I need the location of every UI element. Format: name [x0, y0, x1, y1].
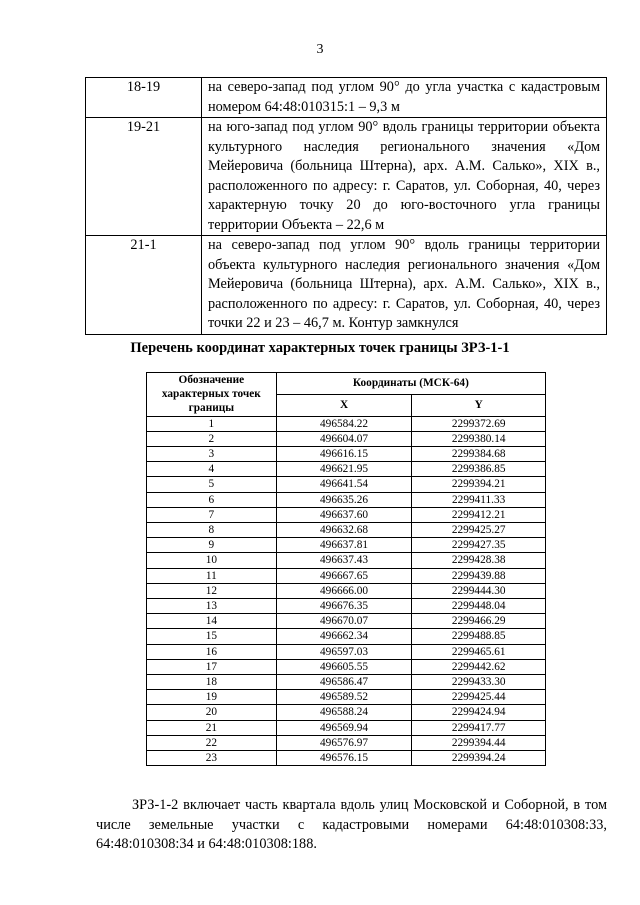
coord-x: 496616.15 — [276, 447, 412, 462]
coord-y: 2299444.30 — [412, 583, 546, 598]
closing-paragraph: ЗРЗ-1-2 включает часть квартала вдоль улиц Московской и Соборной, в том числе земельные участки с кадастровыми номерами 64:48:010308:33, 64:48:010308:34 и 64:48:010308:188. — [96, 797, 607, 852]
segment-description: на северо-запад под углом 90° до угла участка с кадастровым номером 64:48:010315:1 – 9,3 м — [202, 78, 607, 118]
coord-y: 2299380.14 — [412, 431, 546, 446]
segment-row — [86, 78, 607, 118]
coord-y: 2299412.21 — [412, 507, 546, 522]
coord-row — [147, 705, 546, 720]
point-number: 23 — [147, 751, 277, 766]
coord-row — [147, 675, 546, 690]
coord-x: 496641.54 — [276, 477, 412, 492]
segment-id: 21-1 — [86, 236, 202, 335]
coord-x: 496576.97 — [276, 735, 412, 750]
point-number: 18 — [147, 675, 277, 690]
coord-y: 2299442.62 — [412, 659, 546, 674]
coord-row — [147, 462, 546, 477]
point-number: 3 — [147, 447, 277, 462]
coord-y: 2299427.35 — [412, 538, 546, 553]
coord-row — [147, 507, 546, 522]
point-number: 13 — [147, 599, 277, 614]
point-number: 9 — [147, 538, 277, 553]
point-number: 6 — [147, 492, 277, 507]
coord-row — [147, 735, 546, 750]
point-number: 21 — [147, 720, 277, 735]
coord-y: 2299428.38 — [412, 553, 546, 568]
point-number: 19 — [147, 690, 277, 705]
coord-row — [147, 751, 546, 766]
coord-row — [147, 720, 546, 735]
coord-x: 496597.03 — [276, 644, 412, 659]
coord-y: 2299439.88 — [412, 568, 546, 583]
coord-x: 496666.00 — [276, 583, 412, 598]
coord-x: 496584.22 — [276, 416, 412, 431]
coord-x: 496662.34 — [276, 629, 412, 644]
coord-y: 2299465.61 — [412, 644, 546, 659]
coord-x: 496670.07 — [276, 614, 412, 629]
coord-row — [147, 599, 546, 614]
coords-table-title: Перечень координат характерных точек границы ЗРЗ-1-1 — [130, 340, 510, 356]
coord-y: 2299448.04 — [412, 599, 546, 614]
coord-row — [147, 477, 546, 492]
coord-x: 496605.55 — [276, 659, 412, 674]
point-number: 15 — [147, 629, 277, 644]
coord-x: 496621.95 — [276, 462, 412, 477]
coord-row — [147, 644, 546, 659]
coord-x: 496637.81 — [276, 538, 412, 553]
coord-y: 2299394.44 — [412, 735, 546, 750]
coord-y: 2299394.24 — [412, 751, 546, 766]
coord-y: 2299425.44 — [412, 690, 546, 705]
coord-y: 2299466.29 — [412, 614, 546, 629]
point-number: 2 — [147, 431, 277, 446]
header-point: Обозначение характерных точек границы — [147, 373, 277, 417]
segment-row — [86, 236, 607, 335]
segments-table — [85, 77, 607, 335]
header-y: Y — [412, 394, 546, 416]
coord-row — [147, 629, 546, 644]
header-x: X — [276, 394, 412, 416]
segment-description: на юго-запад под углом 90° вдоль границы территории объекта культурного наследия регионального значения «Дом Мейеровича (больница Штерна), арх. А.М. Салько», XIX в., расположенного по адресу: г. Саратов, ул. Соборная, 40, через характерную точку 20 до юго-восточного угла границы территории Объекта – 22,6 м — [202, 118, 607, 236]
coord-x: 496667.65 — [276, 568, 412, 583]
coord-row — [147, 523, 546, 538]
coord-y: 2299411.33 — [412, 492, 546, 507]
coord-row — [147, 416, 546, 431]
coord-x: 496586.47 — [276, 675, 412, 690]
point-number: 8 — [147, 523, 277, 538]
coord-x: 496632.68 — [276, 523, 412, 538]
coord-row — [147, 431, 546, 446]
point-number: 1 — [147, 416, 277, 431]
coord-row — [147, 583, 546, 598]
coord-x: 496588.24 — [276, 705, 412, 720]
coord-row — [147, 553, 546, 568]
coord-x: 496637.60 — [276, 507, 412, 522]
header-coords: Координаты (МСК-64) — [276, 373, 545, 395]
coord-y: 2299394.21 — [412, 477, 546, 492]
coord-x: 496637.43 — [276, 553, 412, 568]
point-number: 7 — [147, 507, 277, 522]
coord-row — [147, 538, 546, 553]
coord-row — [147, 447, 546, 462]
coord-row — [147, 492, 546, 507]
coord-y: 2299384.68 — [412, 447, 546, 462]
point-number: 11 — [147, 568, 277, 583]
coord-y: 2299386.85 — [412, 462, 546, 477]
coord-y: 2299424.94 — [412, 705, 546, 720]
coord-row — [147, 614, 546, 629]
page-number: 3 — [316, 42, 324, 57]
coord-x: 496635.26 — [276, 492, 412, 507]
point-number: 16 — [147, 644, 277, 659]
coord-row — [147, 690, 546, 705]
coord-x: 496604.07 — [276, 431, 412, 446]
coord-row — [147, 568, 546, 583]
coord-y: 2299433.30 — [412, 675, 546, 690]
point-number: 14 — [147, 614, 277, 629]
point-number: 22 — [147, 735, 277, 750]
coord-x: 496576.15 — [276, 751, 412, 766]
segment-description: на северо-запад под углом 90° вдоль границы территории объекта культурного наследия регионального значения «Дом Мейеровича (больница Штерна), арх. А.М. Салько», XIX в., расположенного по адресу: г. Саратов, ул. Соборная, 40, через точки 22 и 23 – 46,7 м. Контур замкнулся — [202, 236, 607, 335]
coord-y: 2299372.69 — [412, 416, 546, 431]
point-number: 17 — [147, 659, 277, 674]
coord-y: 2299417.77 — [412, 720, 546, 735]
point-number: 20 — [147, 705, 277, 720]
coord-y: 2299425.27 — [412, 523, 546, 538]
point-number: 4 — [147, 462, 277, 477]
segment-id: 19-21 — [86, 118, 202, 236]
point-number: 5 — [147, 477, 277, 492]
coord-x: 496589.52 — [276, 690, 412, 705]
coord-y: 2299488.85 — [412, 629, 546, 644]
segment-id: 18-19 — [86, 78, 202, 118]
coordinates-table — [146, 372, 546, 766]
coord-x: 496676.35 — [276, 599, 412, 614]
segment-row — [86, 118, 607, 236]
point-number: 12 — [147, 583, 277, 598]
coord-x: 496569.94 — [276, 720, 412, 735]
point-number: 10 — [147, 553, 277, 568]
coord-row — [147, 659, 546, 674]
